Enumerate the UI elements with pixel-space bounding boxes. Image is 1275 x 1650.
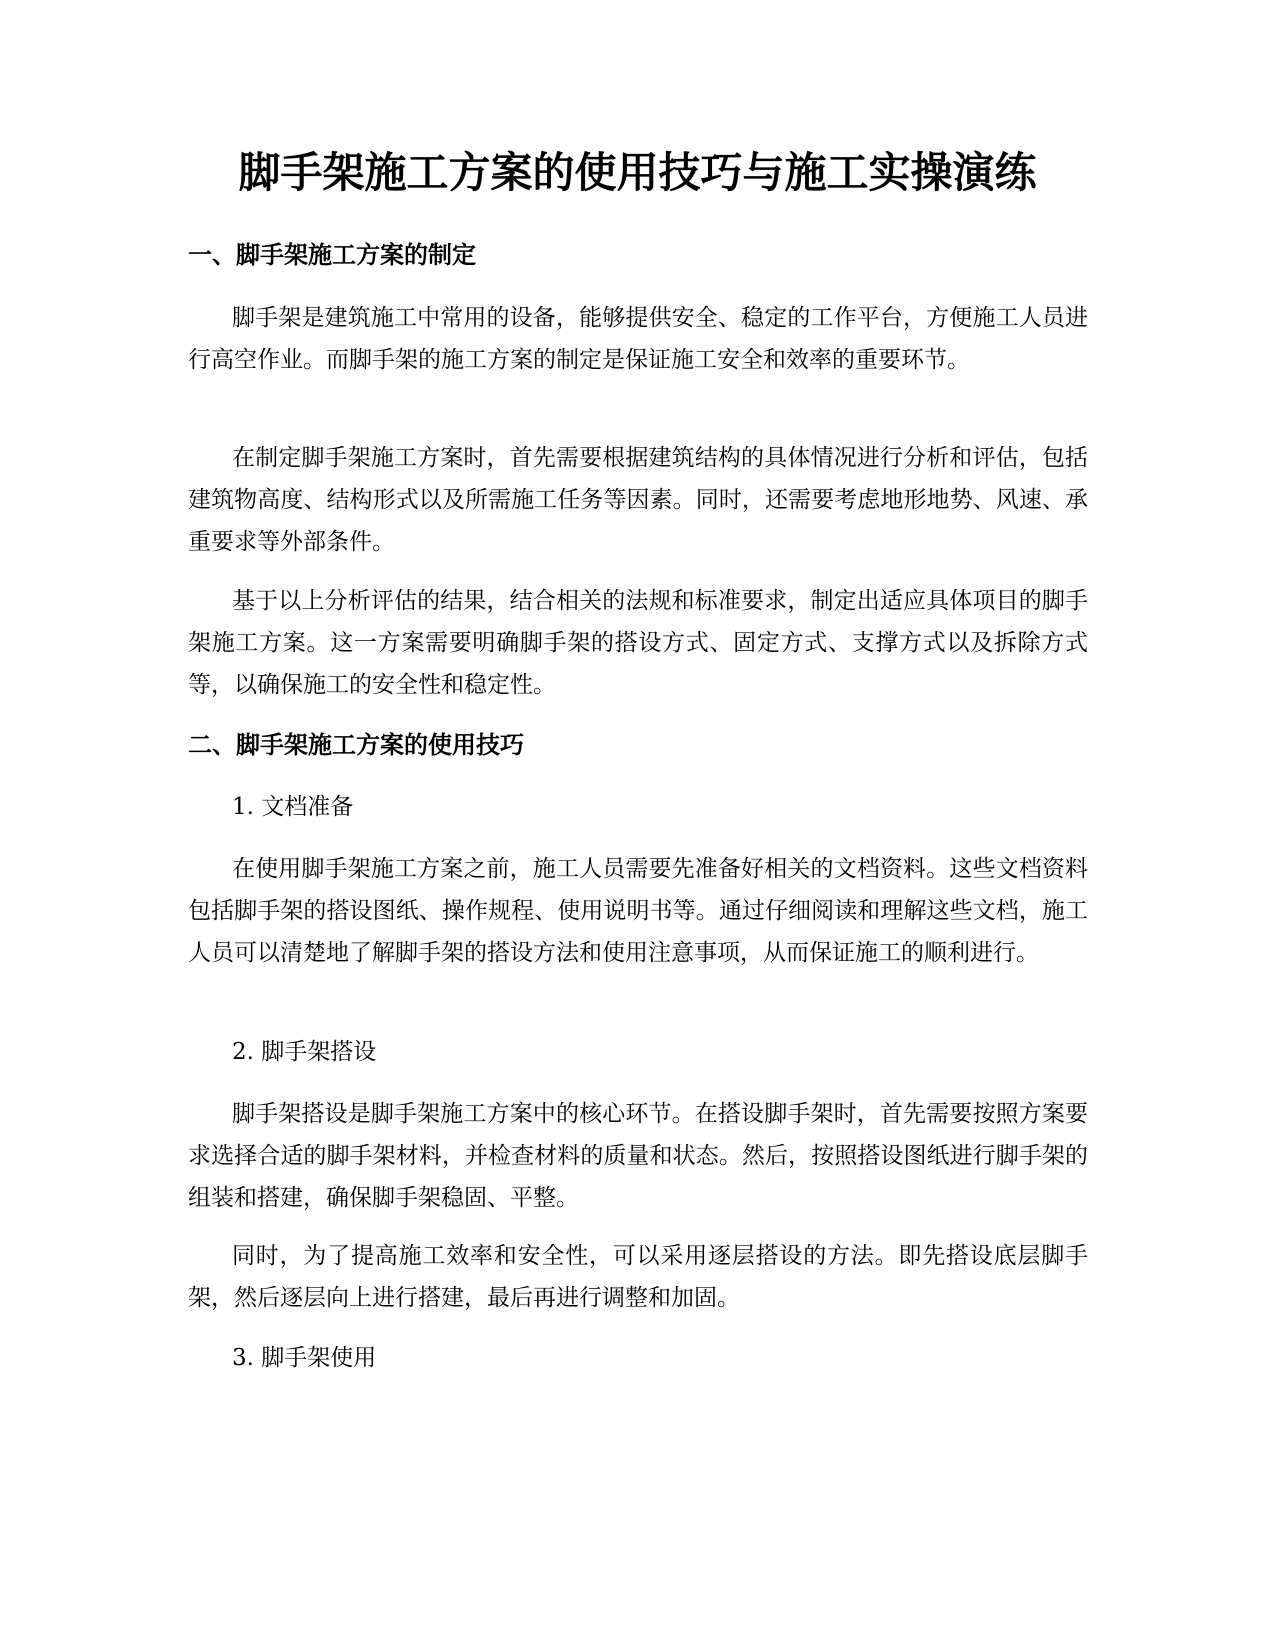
paragraph-2-2: 脚手架搭设是脚手架施工方案中的核心环节。在搭设脚手架时，首先需要按照方案要求选择合适的脚手架材料，并检查材料的质量和状态。然后，按照搭设图纸进行脚手架的组装和搭建，确保脚手架稳固、平整。 [188, 1101, 1088, 1211]
paragraph-2-3: 同时，为了提高施工效率和安全性，可以采用逐层搭设的方法。即先搭设底层脚手架，然后逐层向上进行搭建，最后再进行调整和加固。 [188, 1243, 1088, 1311]
section-heading-2: 二、脚手架施工方案的使用技巧 [188, 731, 524, 759]
section-heading-1: 一、脚手架施工方案的制定 [188, 241, 476, 269]
list-item-label-2: 2. 脚手架搭设 [232, 1039, 377, 1065]
document-title: 脚手架施工方案的使用技巧与施工实操演练 [238, 148, 1037, 197]
list-item-label-1: 1. 文档准备 [232, 794, 354, 820]
paragraph-1-2: 在制定脚手架施工方案时，首先需要根据建筑结构的具体情况进行分析和评估，包括建筑物高度、结构形式以及所需施工任务等因素。同时，还需要考虑地形地势、风速、承重要求等外部条件。 [188, 445, 1088, 555]
paragraph-2-1: 在使用脚手架施工方案之前，施工人员需要先准备好相关的文档资料。这些文档资料包括脚手架的搭设图纸、操作规程、使用说明书等。通过仔细阅读和理解这些文档，施工人员可以清楚地了解脚手架的搭设方法和使用注意事项，从而保证施工的顺利进行。 [188, 856, 1088, 966]
list-item-label-3: 3. 脚手架使用 [232, 1345, 377, 1371]
paragraph-1-1: 脚手架是建筑施工中常用的设备，能够提供安全、稳定的工作平台，方便施工人员进行高空作业。而脚手架的施工方案的制定是保证施工安全和效率的重要环节。 [188, 305, 1088, 373]
paragraph-1-3: 基于以上分析评估的结果，结合相关的法规和标准要求，制定出适应具体项目的脚手架施工方案。这一方案需要明确脚手架的搭设方式、固定方式、支撑方式以及拆除方式等，以确保施工的安全性和稳定性。 [188, 588, 1088, 698]
